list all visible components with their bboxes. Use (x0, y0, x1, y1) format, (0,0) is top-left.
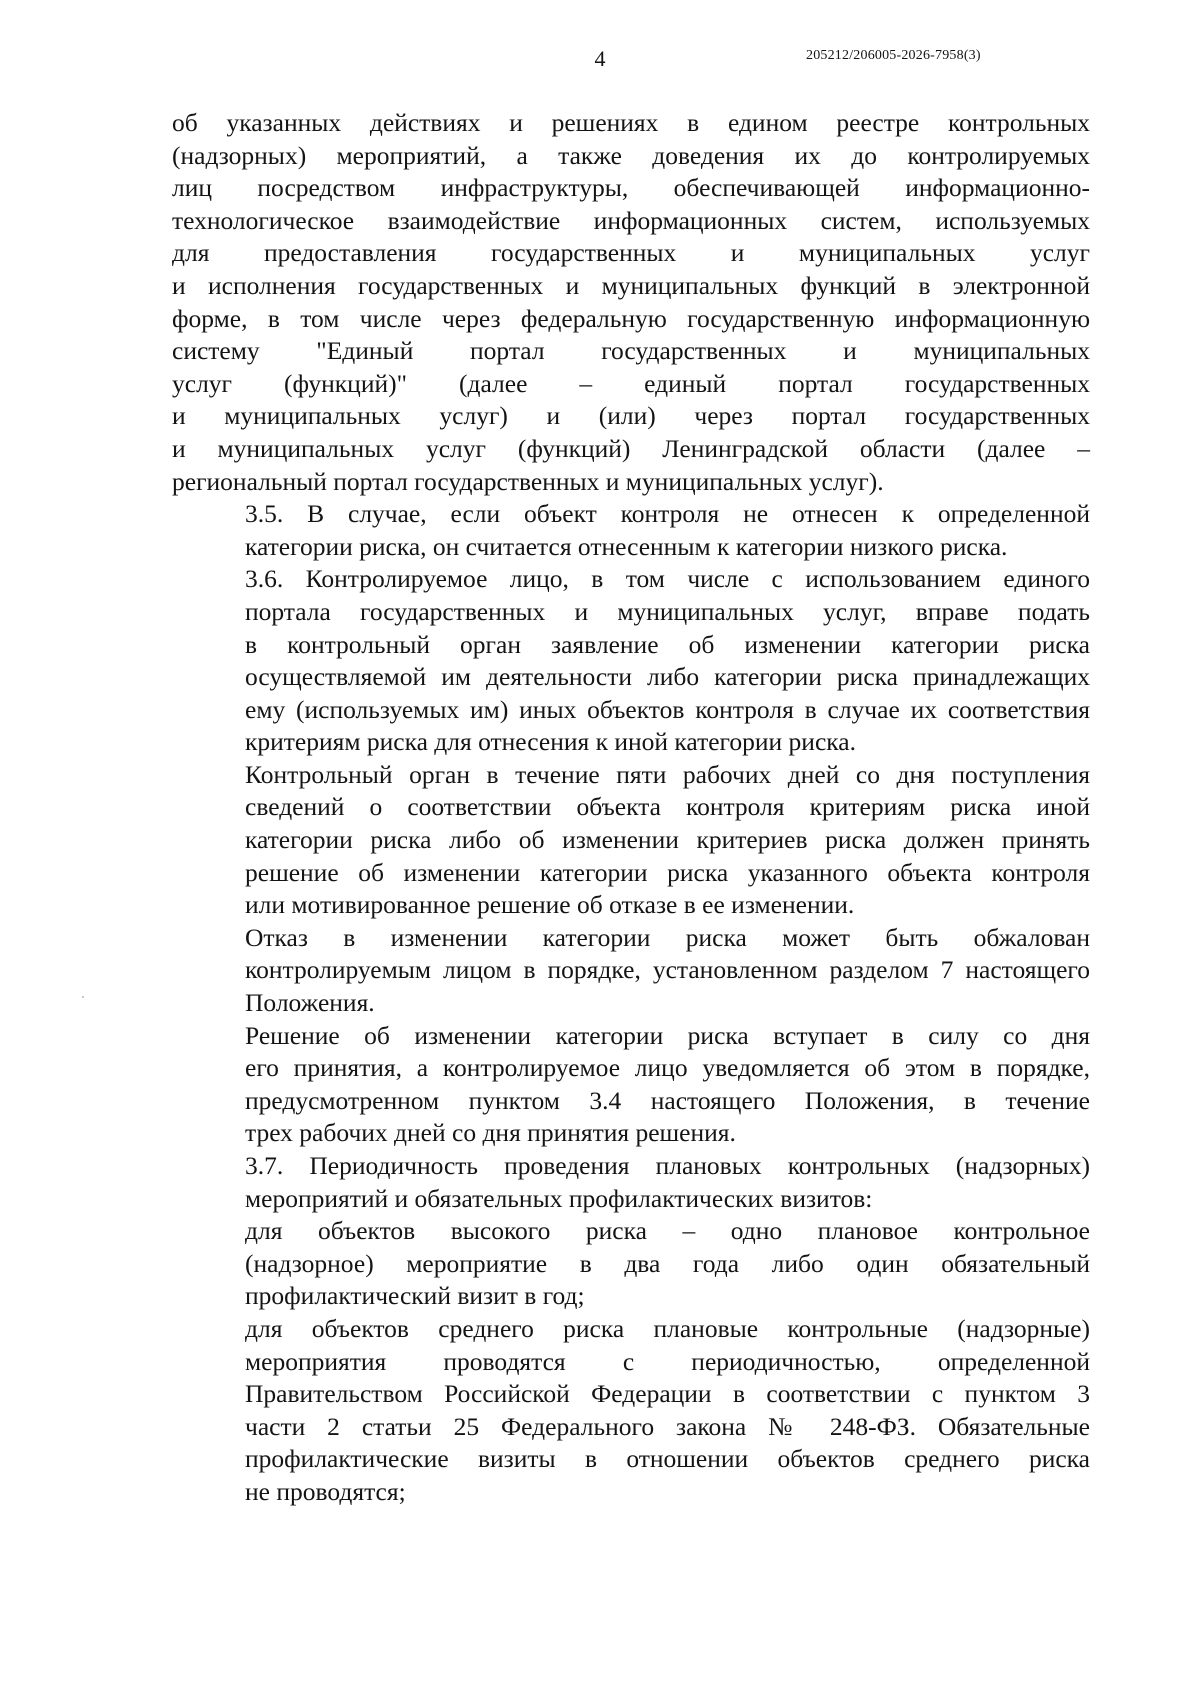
text-line: для объектов высокого риска – одно плановое контрольное (245, 1216, 1090, 1246)
text-line: 3.6. Контролируемое лицо, в том числе с использованием единого (245, 564, 1090, 594)
text-line: контролируемым лицом в порядке, установленном разделом 7 настоящего (245, 955, 1090, 985)
text-line: технологическое взаимодействие информационных систем, используемых (172, 205, 1090, 235)
document-body (172, 107, 1090, 1509)
text-line: об указанных действиях и решениях в едином реестре контрольных (172, 108, 1090, 137)
text-line: трех рабочих дней со дня принятия решения. (245, 1118, 736, 1148)
text-line: в контрольный орган заявление об изменении категории риска (245, 629, 1090, 659)
text-line: Решение об изменении категории риска вступает в силу со дня (245, 1020, 1090, 1050)
text-line: или мотивированное решение об отказе в ее изменении. (245, 890, 855, 920)
paragraph (172, 1215, 1090, 1313)
text-line: категории риска, он считается отнесенным к категории низкого риска. (245, 531, 1008, 561)
text-line: Правительством Российской Федерации в соответствии с пунктом 3 (245, 1379, 1090, 1409)
paragraph (172, 922, 1090, 1020)
paragraph (172, 107, 1090, 498)
text-line: Положения. (245, 988, 375, 1018)
text-line: решение об изменении категории риска указанного объекта контроля (245, 857, 1090, 887)
text-line: ему (используемых им) иных объектов контроля в случае их соответствия (245, 694, 1090, 724)
document-id: 205212/206005-2026-7958(3) (806, 48, 981, 63)
paragraph (172, 563, 1090, 759)
text-line: услуг (функций)" (далее – единый портал государственных (172, 368, 1090, 398)
text-line: Контрольный орган в течение пяти рабочих дней со дня поступления (245, 759, 1090, 789)
text-line: не проводятся; (245, 1476, 406, 1506)
text-line: региональный портал государственных и муниципальных услуг). (172, 466, 884, 496)
text-line: портала государственных и муниципальных услуг, вправе подать (245, 596, 1090, 626)
paragraph (172, 1020, 1090, 1150)
page-number: 4 (594, 46, 606, 71)
text-line: его принятия, а контролируемое лицо уведомляется об этом в порядке, (245, 1053, 1090, 1083)
text-line: (надзорных) мероприятий, а также доведения их до контролируемых (172, 140, 1090, 170)
text-line: части 2 статьи 25 Федерального закона № 248-ФЗ. Обязательные (245, 1411, 1090, 1441)
text-line: и муниципальных услуг (функций) Ленинградской области (далее – (172, 433, 1090, 463)
text-line: 3.5. В случае, если объект контроля не отнесен к определенной (245, 499, 1090, 529)
text-line: мероприятия проводятся с периодичностью, определенной (245, 1346, 1090, 1376)
text-line: 3.7. Периодичность проведения плановых контрольных (надзорных) (245, 1151, 1090, 1180)
paragraph (172, 498, 1090, 563)
paragraph (172, 1150, 1090, 1215)
text-line: для объектов среднего риска плановые контрольные (надзорные) (245, 1313, 1090, 1343)
text-line: критериям риска для отнесения к иной категории риска. (245, 727, 856, 757)
scan-speck (82, 996, 84, 998)
text-line: и исполнения государственных и муниципальных функций в электронной (172, 270, 1090, 300)
text-line: мероприятий и обязательных профилактических визитов: (245, 1183, 873, 1213)
text-line: профилактические визиты в отношении объектов среднего риска (245, 1444, 1090, 1474)
paragraph (172, 1313, 1090, 1509)
text-line: систему "Единый портал государственных и муниципальных (172, 336, 1090, 366)
text-line: осуществляемой им деятельности либо категории риска принадлежащих (245, 662, 1090, 692)
text-line: профилактический визит в год; (245, 1281, 585, 1311)
text-line: форме, в том числе через федеральную государственную информационную (172, 303, 1090, 333)
text-line: для предоставления государственных и муниципальных услуг (172, 238, 1090, 268)
text-line: категории риска либо об изменении критериев риска должен принять (245, 825, 1090, 855)
text-line: сведений о соответствии объекта контроля критериям риска иной (245, 792, 1090, 822)
text-line: лиц посредством инфраструктуры, обеспечивающей информационно- (172, 173, 1090, 203)
paragraph (172, 759, 1090, 922)
text-line: предусмотренном пунктом 3.4 настоящего Положения, в течение (245, 1085, 1090, 1115)
text-line: Отказ в изменении категории риска может быть обжалован (245, 922, 1090, 952)
text-line: и муниципальных услуг) и (или) через портал государственных (172, 401, 1090, 431)
text-line: (надзорное) мероприятие в два года либо один обязательный (245, 1248, 1090, 1278)
